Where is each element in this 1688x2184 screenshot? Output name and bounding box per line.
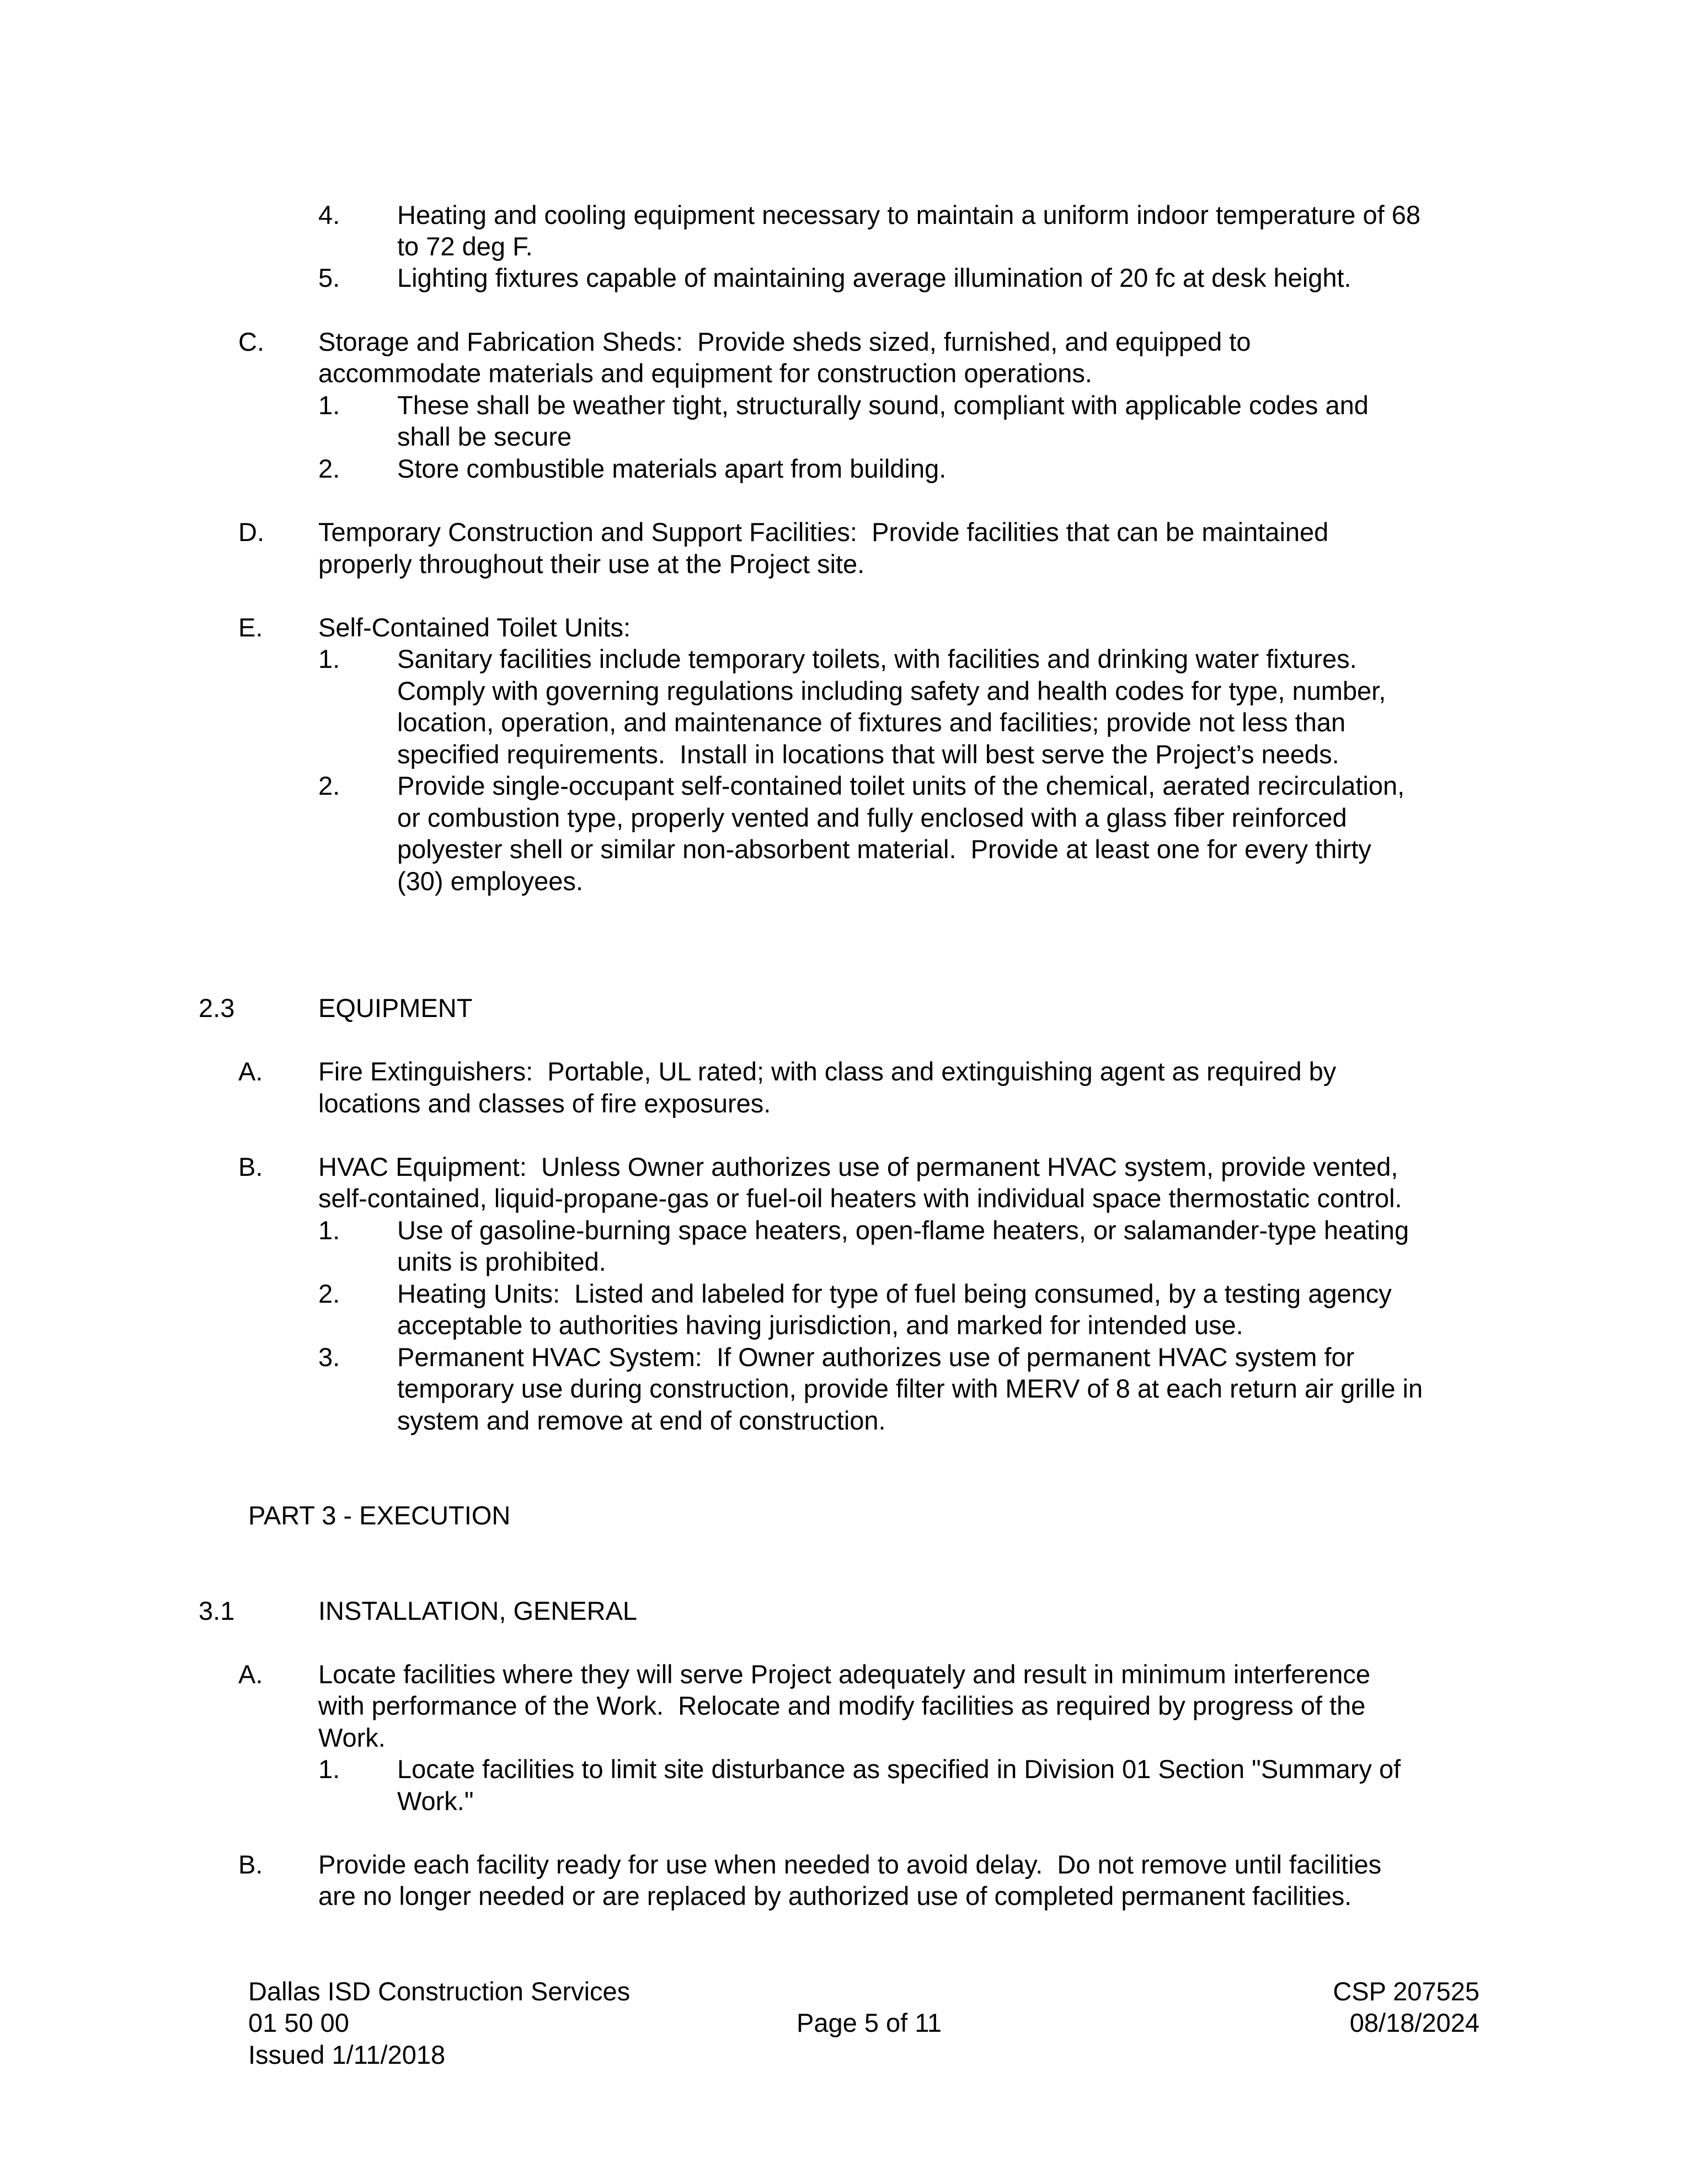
section-text: HVAC Equipment: Unless Owner authorizes use of permanent HVAC system, provide vented,	[318, 1152, 1398, 1181]
list-item-text: Locate facilities to limit site disturbance as specified in Division 01 Section "Summary of	[397, 1754, 1401, 1784]
list-item-number: 2.	[318, 454, 340, 483]
section-text: Temporary Construction and Support Facilities: Provide facilities that can be maintained	[318, 517, 1329, 547]
list-item-number: 1.	[318, 1754, 340, 1784]
list-item-number: 5.	[318, 263, 340, 292]
section-letter: C.	[238, 327, 264, 356]
list-item-number: 3.	[318, 1342, 340, 1372]
section-text: Provide each facility ready for use when needed to avoid delay. Do not remove until facilities	[318, 1850, 1382, 1879]
footer-section-number: 01 50 00	[248, 2008, 349, 2037]
list-item-number: 4.	[318, 200, 340, 229]
list-item-text: Heating and cooling equipment necessary to maintain a uniform indoor temperature of 68	[397, 200, 1420, 229]
list-item-number: 2.	[318, 771, 340, 800]
article-number: 3.1	[199, 1596, 235, 1625]
section-text: Self-Contained Toilet Units:	[318, 613, 631, 642]
list-item-text: units is prohibited.	[397, 1247, 606, 1276]
list-item-number: 1.	[318, 644, 340, 673]
list-item-number: 1.	[318, 390, 340, 420]
list-item-text: (30) employees.	[397, 866, 583, 896]
footer-project-number: CSP 207525	[1333, 1977, 1479, 2006]
list-item-text: acceptable to authorities having jurisdiction, and marked for intended use.	[397, 1310, 1243, 1340]
list-item-text: Use of gasoline-burning space heaters, open-flame heaters, or salamander-type heating	[397, 1216, 1409, 1245]
footer-date: 08/18/2024	[1349, 2008, 1479, 2037]
article-number: 2.3	[199, 993, 235, 1023]
section-text: locations and classes of fire exposures.	[318, 1089, 771, 1118]
list-item-number: 2.	[318, 1279, 340, 1308]
footer-page-number: Page 5 of 11	[797, 2008, 942, 2037]
section-text: with performance of the Work. Relocate and modify facilities as required by progress of the	[318, 1691, 1366, 1720]
section-text: self-contained, liquid-propane-gas or fuel-oil heaters with individual space thermostatic control.	[318, 1184, 1402, 1213]
section-text: Locate facilities where they will serve Project adequately and result in minimum interference	[318, 1660, 1371, 1689]
list-item-number: 1.	[318, 1216, 340, 1245]
section-text: properly throughout their use at the Project site.	[318, 549, 865, 579]
section-text: accommodate materials and equipment for construction operations.	[318, 358, 1092, 388]
footer-organization: Dallas ISD Construction Services	[248, 1977, 631, 2006]
list-item-text: temporary use during construction, provide filter with MERV of 8 at each return air grille in	[397, 1374, 1423, 1403]
section-letter: E.	[238, 613, 263, 642]
section-text: are no longer needed or are replaced by authorized use of completed permanent facilities.	[318, 1881, 1352, 1910]
list-item-text: to 72 deg F.	[397, 232, 533, 261]
list-item-text: Permanent HVAC System: If Owner authorizes use of permanent HVAC system for	[397, 1342, 1355, 1372]
section-letter: A.	[238, 1660, 263, 1689]
list-item-text: Provide single-occupant self-contained toilet units of the chemical, aerated recirculation,	[397, 771, 1405, 800]
article-title: EQUIPMENT	[318, 993, 473, 1023]
article-title: INSTALLATION, GENERAL	[318, 1596, 638, 1625]
list-item-text: specified requirements. Install in locations that will best serve the Project’s needs.	[397, 740, 1339, 769]
list-item-text: Comply with governing regulations including safety and health codes for type, number,	[397, 676, 1386, 705]
section-text: Work.	[318, 1723, 386, 1752]
list-item-text: shall be secure	[397, 422, 572, 451]
list-item-text: Work."	[397, 1786, 474, 1816]
list-item-text: Sanitary facilities include temporary toilets, with facilities and drinking water fixtures.	[397, 644, 1357, 673]
part-heading: PART 3 - EXECUTION	[248, 1501, 511, 1530]
list-item-text: location, operation, and maintenance of fixtures and facilities; provide not less than	[397, 708, 1346, 737]
list-item-text: Store combustible materials apart from building.	[397, 454, 947, 483]
list-item-text: system and remove at end of construction.	[397, 1406, 886, 1435]
section-text: Storage and Fabrication Sheds: Provide sheds sized, furnished, and equipped to	[318, 327, 1251, 356]
section-text: Fire Extinguishers: Portable, UL rated; with class and extinguishing agent as required by	[318, 1057, 1337, 1086]
list-item-text: Lighting fixtures capable of maintaining average illumination of 20 fc at desk height.	[397, 263, 1352, 292]
section-letter: B.	[238, 1152, 263, 1181]
section-letter: A.	[238, 1057, 263, 1086]
section-letter: B.	[238, 1850, 263, 1879]
list-item-text: Heating Units: Listed and labeled for type of fuel being consumed, by a testing agency	[397, 1279, 1392, 1308]
footer-issued-date: Issued 1/11/2018	[248, 2040, 446, 2069]
list-item-text: polyester shell or similar non-absorbent material. Provide at least one for every thirty	[397, 834, 1371, 864]
section-letter: D.	[238, 517, 264, 547]
list-item-text: These shall be weather tight, structurally sound, compliant with applicable codes and	[397, 390, 1369, 420]
list-item-text: or combustion type, properly vented and fully enclosed with a glass fiber reinforced	[397, 803, 1347, 832]
